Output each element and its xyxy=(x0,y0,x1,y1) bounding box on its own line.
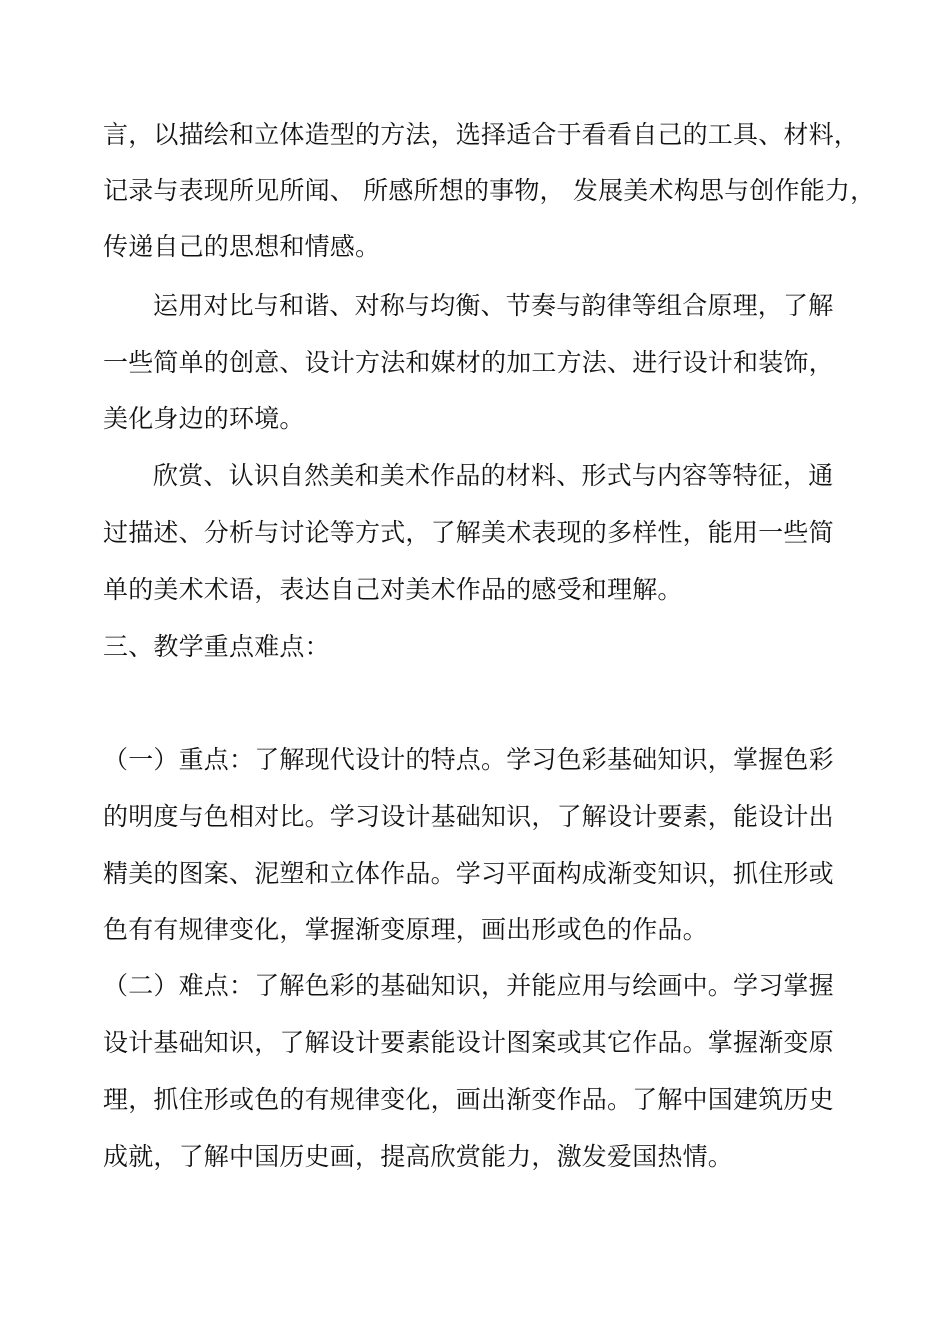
paragraph-2-line-1: 运用对比与和谐、对称与均衡、节奏与韵律等组合原理，了解 xyxy=(153,291,834,320)
focus-line-3: 精美的图案、泥塑和立体作品。学习平面构成渐变知识，抓住形或 xyxy=(103,859,834,888)
paragraph-3-line-2: 过描述、分析与讨论等方式，了解美术表现的多样性，能用一些简 xyxy=(103,518,834,547)
paragraph-2-line-2: 一些简单的创意、设计方法和媒材的加工方法、进行设计和装饰， xyxy=(103,348,834,377)
text-line-2: 记录与表现所见所闻、 所感所想的事物， 发展美术构思与创作能力， xyxy=(103,176,876,205)
difficulty-line-2: 设计基础知识，了解设计要素能设计图案或其它作品。掌握渐变原 xyxy=(103,1028,834,1057)
paragraph-2-line-3: 美化身边的环境。 xyxy=(103,404,305,433)
focus-line-1: （一）重点：了解现代设计的特点。学习色彩基础知识，掌握色彩 xyxy=(103,745,834,774)
difficulty-line-4: 成就，了解中国历史画，提高欣赏能力，激发爱国热情。 xyxy=(103,1142,734,1171)
text-line-1: 言，以描绘和立体造型的方法，选择适合于看看自己的工具、材料， xyxy=(103,120,860,149)
paragraph-3-line-3: 单的美术术语，表达自己对美术作品的感受和理解。 xyxy=(103,575,683,604)
paragraph-3-line-1: 欣赏、认识自然美和美术作品的材料、形式与内容等特征，通 xyxy=(153,461,834,490)
section-heading: 三、教学重点难点： xyxy=(103,632,330,661)
difficulty-line-3: 理，抓住形或色的有规律变化，画出渐变作品。了解中国建筑历史 xyxy=(103,1085,834,1114)
difficulty-line-1: （二）难点：了解色彩的基础知识，并能应用与绘画中。学习掌握 xyxy=(103,971,834,1000)
text-line-3: 传递自己的思想和情感。 xyxy=(103,232,381,261)
focus-line-2: 的明度与色相对比。学习设计基础知识，了解设计要素，能设计出 xyxy=(103,802,834,831)
focus-line-4: 色有有规律变化，掌握渐变原理，画出形或色的作品。 xyxy=(103,915,708,944)
